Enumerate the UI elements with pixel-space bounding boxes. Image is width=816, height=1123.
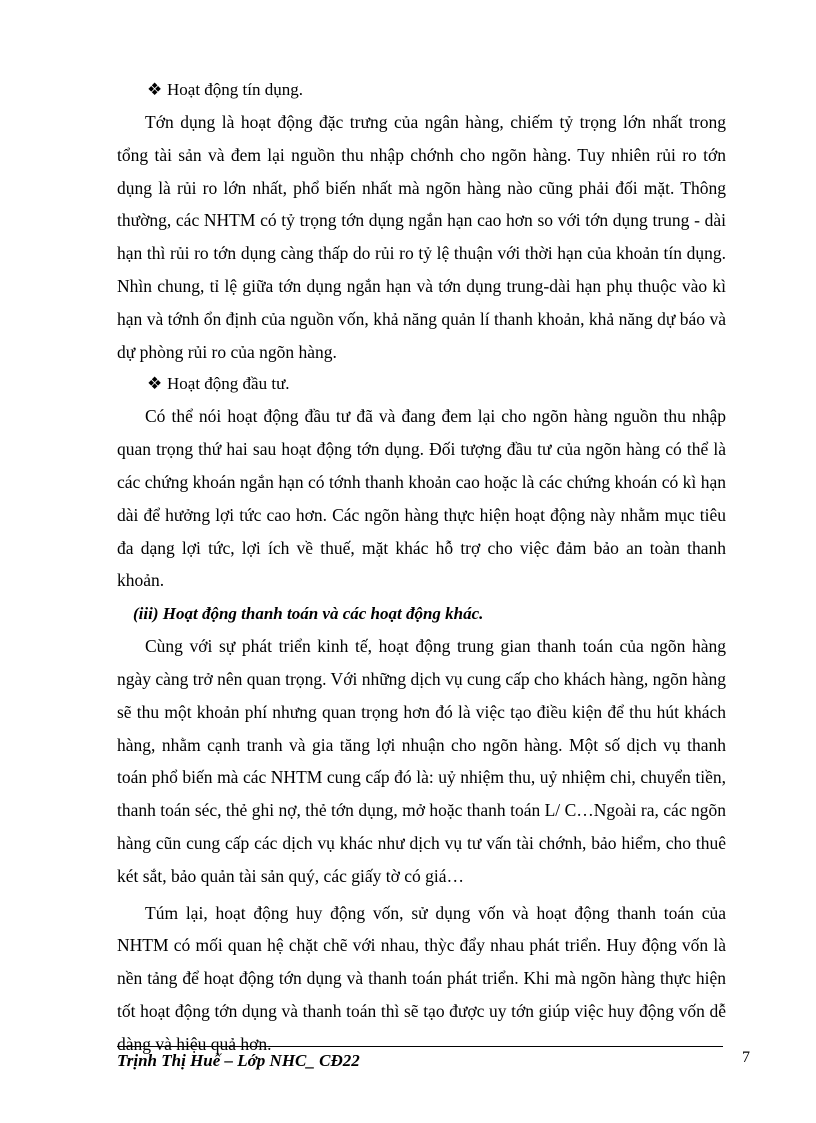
diamond-bullet-icon: ❖ (147, 80, 163, 99)
page-number: 7 (742, 1049, 750, 1066)
section-heading-investment (117, 368, 726, 400)
paragraph-investment: Có thể nói hoạt động đầu tư đã và đang đem lại cho ngõn hàng nguồn thu nhập quan trọng thứ hai sau hoạt động tớn dụng. Đối tượng đầu tư của ngõn hàng có thể là các chứng khoán ngắn hạn có tớnh thanh khoản cao hoặc là các chứng khoán có kì hạn dài để hưởng lợi tức cao hơn. Các ngõn hàng thực hiện hoạt động này nhằm mục tiêu đa dạng lợi tức, lợi ích về thuế, mặt khác hỗ trợ cho việc đảm bảo an toàn thanh khoản. (117, 406, 726, 591)
footer-divider (117, 1046, 723, 1047)
paragraph-credit: Tớn dụng là hoạt động đặc trưng của ngân hàng, chiếm tỷ trọng lớn nhất trong tổng tài sản và đem lại nguồn thu nhập chớnh cho ngõn hàng. Tuy nhiên rủi ro tớn dụng là rủi ro lớn nhất, phổ biến nhất mà ngõn hàng nào cũng phải đối mặt. Thông thường, các NHTM có tỷ trọng tớn dụng ngắn hạn cao hơn so với tớn dụng trung - dài hạn thì rủi ro tớn dụng càng thấp do rủi ro tỷ lệ thuận với thời hạn của khoản tín dụng. Nhìn chung, tỉ lệ giữa tớn dụng ngắn hạn và tớn dụng trung-dài hạn phụ thuộc vào kì hạn và tớnh ổn định của nguồn vốn, khả năng quản lí thanh khoản, khả năng dự báo và dự phòng rủi ro của ngõn hàng. (117, 112, 726, 362)
paragraph-payment: Cùng với sự phát triển kinh tế, hoạt động trung gian thanh toán của ngõn hàng ngày càng trở nên quan trọng. Với những dịch vụ cung cấp cho khách hàng, ngõn hàng sẽ thu một khoản phí nhưng quan trọng hơn đó là việc tạo điều kiện để thu hút khách hàng, nhằm cạnh tranh và gia tăng lợi nhuận cho ngõn hàng. Một số dịch vụ thanh toán phổ biến mà các NHTM cung cấp đó là: uỷ nhiệm thu, uỷ nhiệm chi, chuyển tiền, thanh toán séc, thẻ ghi nợ, thẻ tớn dụng, mở hoặc thanh toán L/ C…Ngoài ra, các ngõn hàng cũn cung cấp các dịch vụ khác như dịch vụ tư vấn tài chớnh, bảo hiểm, cho thuê két sắt, bảo quản tài sản quý, các giấy tờ có giá… (117, 636, 726, 886)
section-heading-text: Hoạt động đầu tư. (167, 374, 290, 394)
document-body (117, 74, 726, 1061)
subsection-heading-payment: (iii) Hoạt động thanh toán và các hoạt động khác. (133, 604, 484, 624)
footer-author: Trịnh Thị Huế – Lớp NHC_ CĐ22 (117, 1051, 360, 1070)
section-heading-credit (117, 74, 726, 106)
paragraph-summary: Túm lại, hoạt động huy động vốn, sử dụng vốn và hoạt động thanh toán của NHTM có mối quan hệ chặt chẽ với nhau, thỳc đẩy nhau phát triển. Huy động vốn là nền tảng để hoạt động tớn dụng và thanh toán phát triển. Khi mà ngõn hàng thực hiện tốt hoạt động tớn dụng và thanh toán thì sẽ tạo được uy tớn giúp việc huy động vốn dễ dàng và hiệu quả hơn. (117, 902, 726, 1054)
section-heading-text: Hoạt động tín dụng. (167, 80, 303, 99)
diamond-bullet-icon: ❖ (147, 374, 163, 394)
